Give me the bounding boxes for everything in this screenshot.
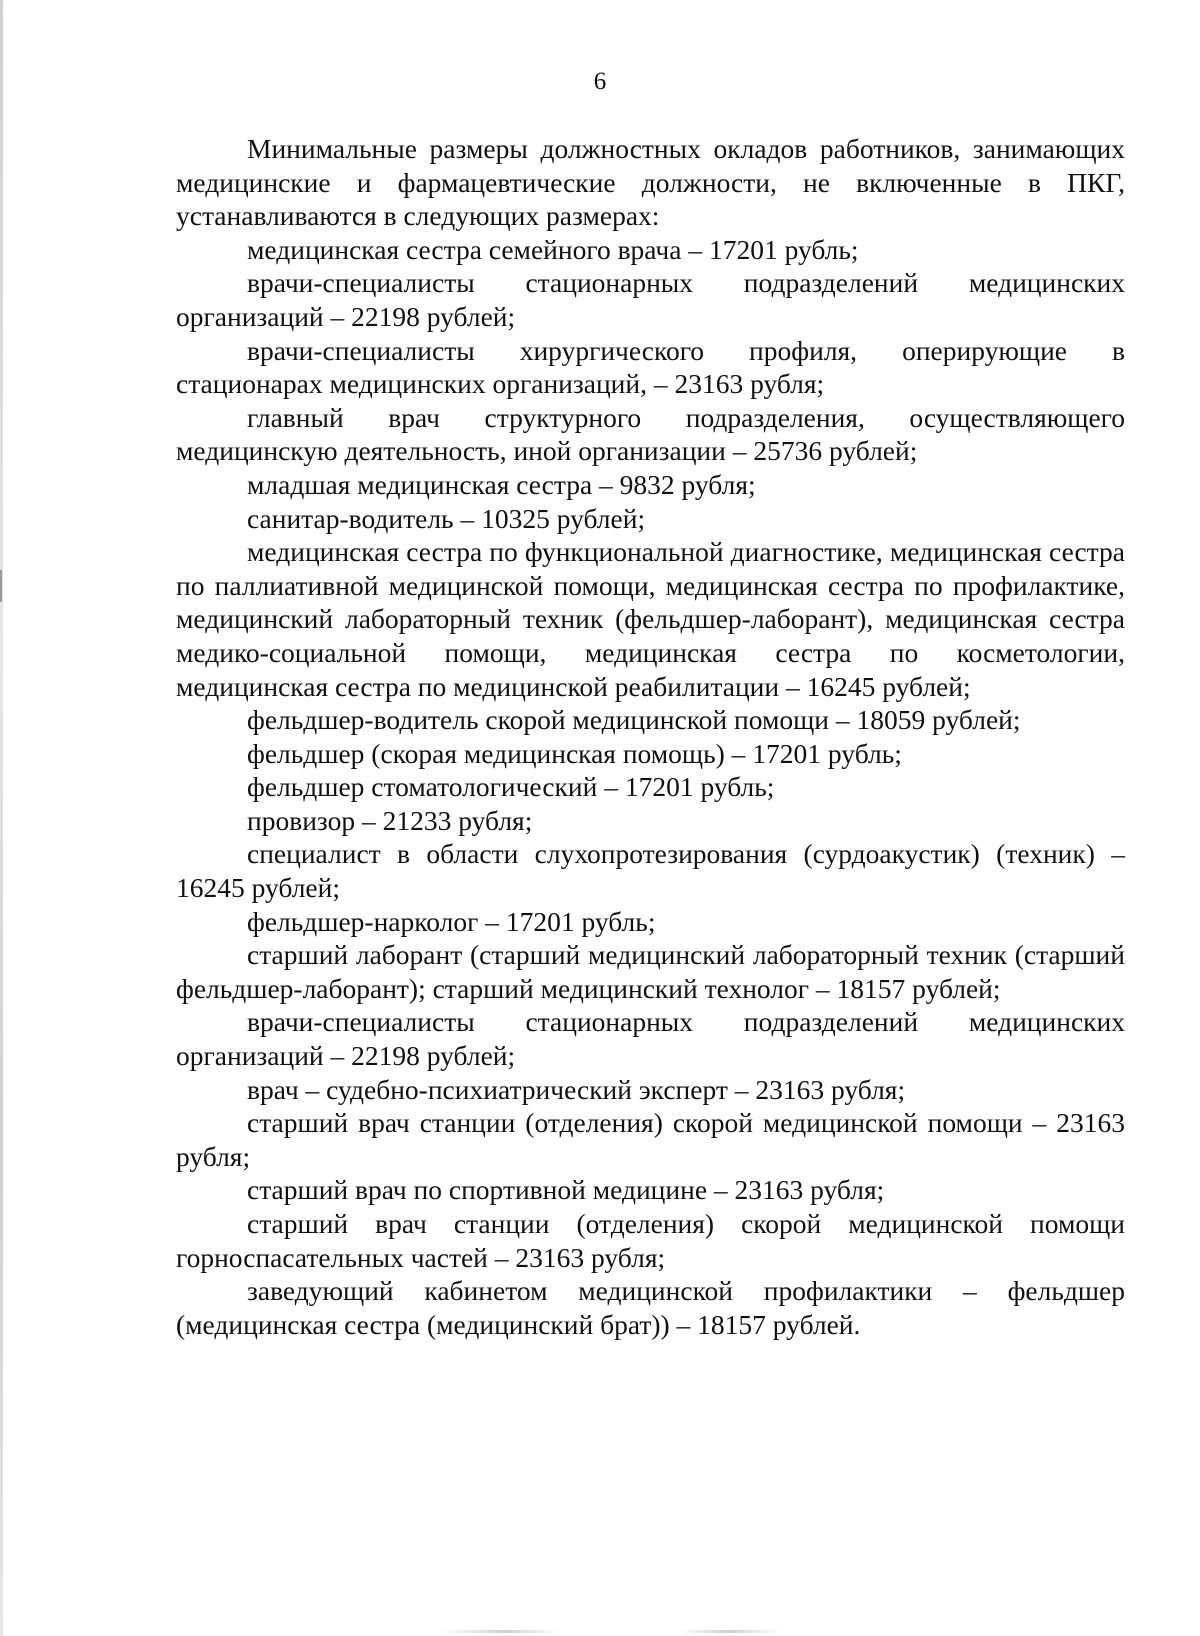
salary-item: санитар-водитель – 10325 рублей; [247, 502, 646, 534]
scan-left-edge [0, 0, 3, 1636]
salary-item: специалист в области слухопротезирования (сурдоакустик) (техник) – 16245 рублей; [176, 838, 1125, 904]
salary-item: старший врач по спортивной медицине – 23163 рубля; [247, 1174, 885, 1206]
salary-item: главный врач структурного подразделения, осуществляющего медицинскую деятельность, иной организации – 25736 рублей; [176, 401, 1125, 467]
salary-item: медицинская сестра семейного врача – 17201 рубль; [247, 233, 859, 265]
salary-item: врач – судебно-психиатрический эксперт – 23163 рубля; [247, 1073, 906, 1105]
salary-item: провизор – 21233 рубля; [247, 804, 533, 836]
scan-bottom-artifact [440, 1630, 780, 1633]
page-number: 6 [593, 68, 607, 95]
salary-item: фельдшер стоматологический – 17201 рубль; [247, 771, 775, 803]
salary-item: заведующий кабинетом медицинской профилактики – фельдшер (медицинская сестра (медицинский брат)) – 18157 рублей. [176, 1275, 1125, 1340]
salary-item: младшая медицинская сестра – 9832 рубля; [247, 468, 756, 500]
salary-item: фельдшер (скорая медицинская помощь) – 17201 рубль; [247, 737, 902, 769]
salary-item: врачи-специалисты хирургического профиля, оперирующие в стационарах медицинских организаций, – 23163 рубля; [176, 334, 1125, 400]
salary-item: старший врач станции (отделения) скорой медицинской помощи горноспасательных частей – 23163 рубля; [176, 1208, 1125, 1273]
salary-item: врачи-специалисты стационарных подразделений медицинских организаций – 22198 рублей; [176, 267, 1125, 332]
salary-item: медицинская сестра по функциональной диагностике, медицинская сестра по паллиативной медицинской помощи, медицинская сестра по профилактике, медицинский лабораторный техник (фельдшер-лаборант), медицинская сестра медико-социальной помощи, медицинская сестра по косметологии, медицинская сестра по медицинской реабилитации – 16245 рублей; [176, 536, 1125, 702]
intro-paragraph: Минимальные размеры должностных окладов работников, занимающих медицинские и фармацевтические должности, не включенные в ПКГ, устанавливаются в следующих размерах: [176, 133, 1125, 232]
salary-item: врачи-специалисты стационарных подразделений медицинских организаций – 22198 рублей; [176, 1006, 1125, 1072]
document-body [176, 132, 1125, 1341]
salary-item: фельдшер-нарколог – 17201 рубль; [247, 905, 656, 937]
salary-item: старший врач станции (отделения) скорой медицинской помощи – 23163 рубля; [176, 1107, 1125, 1172]
salary-item: фельдшер-водитель скорой медицинской помощи – 18059 рублей; [247, 704, 1021, 736]
scan-edge-mark [0, 570, 2, 602]
salary-item: старший лаборант (старший медицинский лабораторный техник (старший фельдшер-лаборант); старший медицинский технолог – 18157 рублей; [176, 939, 1125, 1004]
